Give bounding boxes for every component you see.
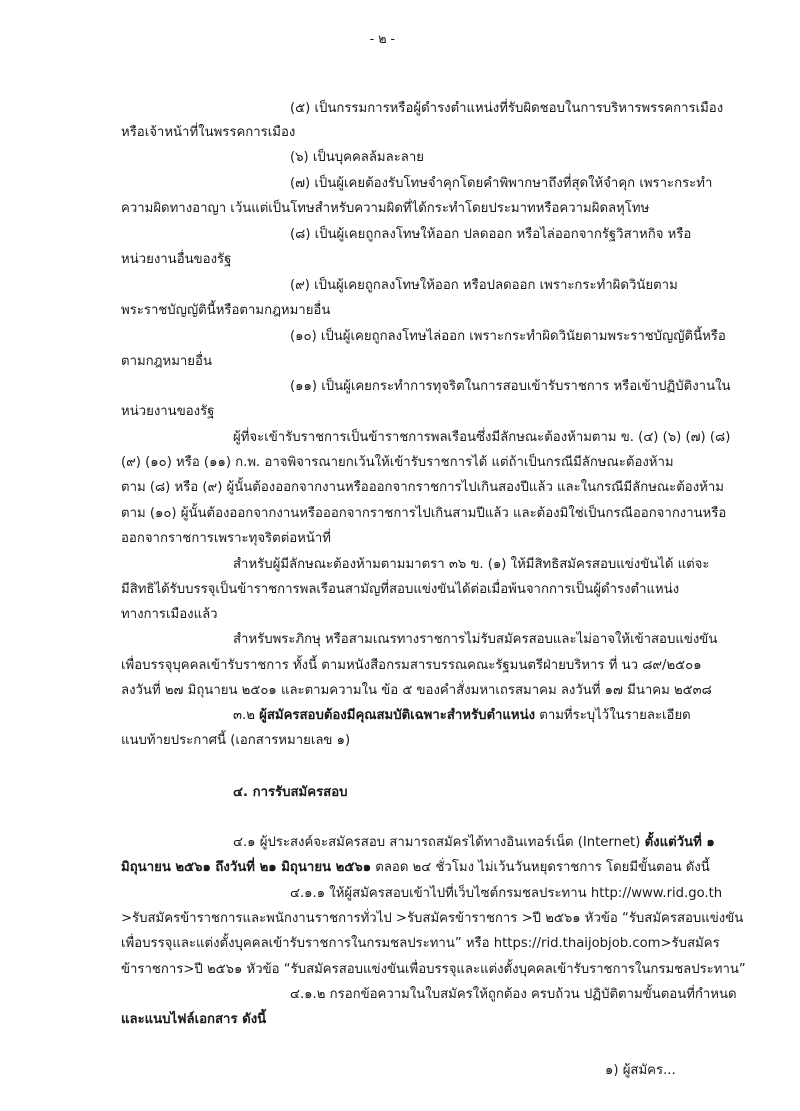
section-4-1-line-1 [233,833,715,853]
item-9-line-2: พระราชบัญญัตินี้หรือตามกฎหมายอื่น [121,303,331,318]
section-4-1-line-2 [121,858,710,878]
monk-para-line-3: ลงวันที่ ๒๗ มิถุนายน ๒๕๐๑ และตามความใน ข้อ ๕ ของคำสั่งมหาเถรสมาคม ลงวันที่ ๑๗ มีนาคม ๒๕๓๘ [121,683,712,698]
item-11-line-2: หน่วยงานของรัฐ [121,404,215,419]
section-4-1-1-line-3: เพื่อบรรจุและแต่งตั้งบุคคลเข้ารับราชการในกรมชลประทาน” หรือ https://rid.thaijobjob.com>รับสมัคร [121,936,720,951]
exemption-para-line-3: ตาม (๘) หรือ (๙) ผู้นั้นต้องออกจากงานหรือออกจากราชการไปเกินสองปีแล้ว และในกรณีมีลักษณะต้องห้าม [121,480,724,495]
section-3-2-bold-text: ผู้สมัครสอบต้องมีคุณสมบัติเฉพาะสำหรับตำแหน่ง [259,708,536,723]
item-11-line-1: (๑๑) เป็นผู้เคยกระทำการทุจริตในการสอบเข้ารับราชการ หรือเข้าปฏิบัติงานใน [290,379,731,394]
section-4-1-text: ๔.๑ ผู้ประสงค์จะสมัครสอบ สามารถสมัครได้ทางอินเทอร์เน็ต (Internet) [233,835,641,850]
section-4-1-start-date: ตั้งแต่วันที่ ๑ [644,835,715,850]
item-5-line-2: หรือเจ้าหน้าที่ในพรรคการเมือง [121,125,296,140]
monk-para-line-1: สำหรับพระภิกษุ หรือสามเณรทางราชการไม่รับสมัครสอบและไม่อาจให้เข้าสอบแข่งขัน [233,632,718,647]
political-para-line-2: มีสิทธิได้รับบรรจุเป็นข้าราชการพลเรือนสามัญที่สอบแข่งขันได้ต่อเมื่อพ้นจากการเป็นผู้ดำรงตำแหน่ง [121,582,680,597]
exemption-para-line-5: ออกจากราชการเพราะทุจริตต่อหน้าที่ [121,531,331,546]
section-4-1-2-line-1: ๔.๑.๒ กรอกข้อความในใบสมัครให้ถูกต้อง ครบถ้วน ปฏิบัติตามขั้นตอนที่กำหนด [290,987,737,1002]
monk-para-line-2: เพื่อบรรจุบุคคลเข้ารับราชการ ทั้งนี้ ตามหนังสือกรมสารบรรณคณะรัฐมนตรีฝ่ายบริหาร ที่ นว ๘๙/๒๕๐๑ [121,658,702,673]
political-para-line-3: ทางการเมืองแล้ว [121,607,218,622]
item-5-line-1: (๕) เป็นกรรมการหรือผู้ดำรงตำแหน่งที่รับผิดชอบในการบริหารพรรคการเมือง [290,101,724,116]
page-number: - ๒ - [369,32,396,47]
item-10-line-2: ตามกฎหมายอื่น [121,354,212,369]
section-4-1-date-range: มิถุนายน ๒๕๖๑ ถึงวันที่ ๒๑ มิถุนายน ๒๕๖๑ [121,860,372,875]
section-3-2-text: ตามที่ระบุไว้ในรายละเอียด [539,708,691,723]
continuation-footer: ๑) ผู้สมัคร... [605,1063,676,1078]
section-4-heading: ๔. การรับสมัครสอบ [233,785,348,800]
item-7-line-2: ความผิดทางอาญา เว้นแต่เป็นโทษสำหรับความผิดที่ได้กระทำโดยประมาทหรือความผิดลหุโทษ [121,201,650,216]
section-4-1-hours: ตลอด ๒๔ ชั่วโมง ไม่เว้นวันหยุดราชการ โดยมีขั้นตอน ดังนี้ [375,860,710,875]
section-4-1-1-line-4: ข้าราชการ>ปี ๒๕๖๑ หัวข้อ “รับสมัครสอบแข่งขันเพื่อบรรจุและแต่งตั้งบุคคลเข้ารับราชการในกรมชลประทาน” [121,962,746,977]
exemption-para-line-4: ตาม (๑๐) ผู้นั้นต้องออกจากงานหรือออกจากราชการไปเกินสามปีแล้ว และต้องมิใช่เป็นกรณีออกจากงานหรือ [121,506,727,521]
exemption-para-line-1: ผู้ที่จะเข้ารับราชการเป็นข้าราชการพลเรือนซึ่งมีลักษณะต้องห้ามตาม ข. (๔) (๖) (๗) (๘) [233,430,731,445]
item-8-line-1: (๘) เป็นผู้เคยถูกลงโทษให้ออก ปลดออก หรือไล่ออกจากรัฐวิสาหกิจ หรือ [290,227,692,242]
item-10-line-1: (๑๐) เป็นผู้เคยถูกลงโทษไล่ออก เพราะกระทำผิดวินัยตามพระราชบัญญัตินี้หรือ [290,329,726,344]
exemption-para-line-2: (๙) (๑๐) หรือ (๑๑) ก.พ. อาจพิจารณายกเว้นให้เข้ารับราชการได้ แต่ถ้าเป็นกรณีมีลักษณะต้องห้าม [121,455,674,470]
item-9-line-1: (๙) เป็นผู้เคยถูกลงโทษให้ออก หรือปลดออก เพราะกระทำผิดวินัยตาม [290,278,678,293]
item-6: (๖) เป็นบุคคลล้มละลาย [290,150,424,165]
section-4-1-1-line-1: ๔.๑.๑ ให้ผู้สมัครสอบเข้าไปที่เว็บไซต์กรมชลประทาน http://www.rid.go.th [290,886,723,901]
item-7-line-1: (๗) เป็นผู้เคยต้องรับโทษจำคุกโดยคำพิพากษาถึงที่สุดให้จำคุก เพราะกระทำ [290,176,713,191]
item-8-line-2: หน่วยงานอื่นของรัฐ [121,252,232,267]
section-3-2-number: ๓.๒ [233,708,255,723]
section-4-1-1-line-2: >รับสมัครข้าราชการและพนักงานราชการทั่วไป >รับสมัครข้าราชการ >ปี ๒๕๖๑ หัวข้อ “รับสมัครสอบแข่งขัน [121,911,744,926]
section-3-2-line-1 [233,706,691,726]
political-para-line-1: สำหรับผู้มีลักษณะต้องห้ามตามมาตรา ๓๖ ข. (๑) ให้มีสิทธิสมัครสอบแข่งขันได้ แต่จะ [233,557,710,572]
section-3-2-line-2: แนบท้ายประกาศนี้ (เอกสารหมายเลข ๑) [121,733,351,748]
section-4-1-2-line-2: และแนบไฟล์เอกสาร ดังนี้ [121,1012,267,1027]
